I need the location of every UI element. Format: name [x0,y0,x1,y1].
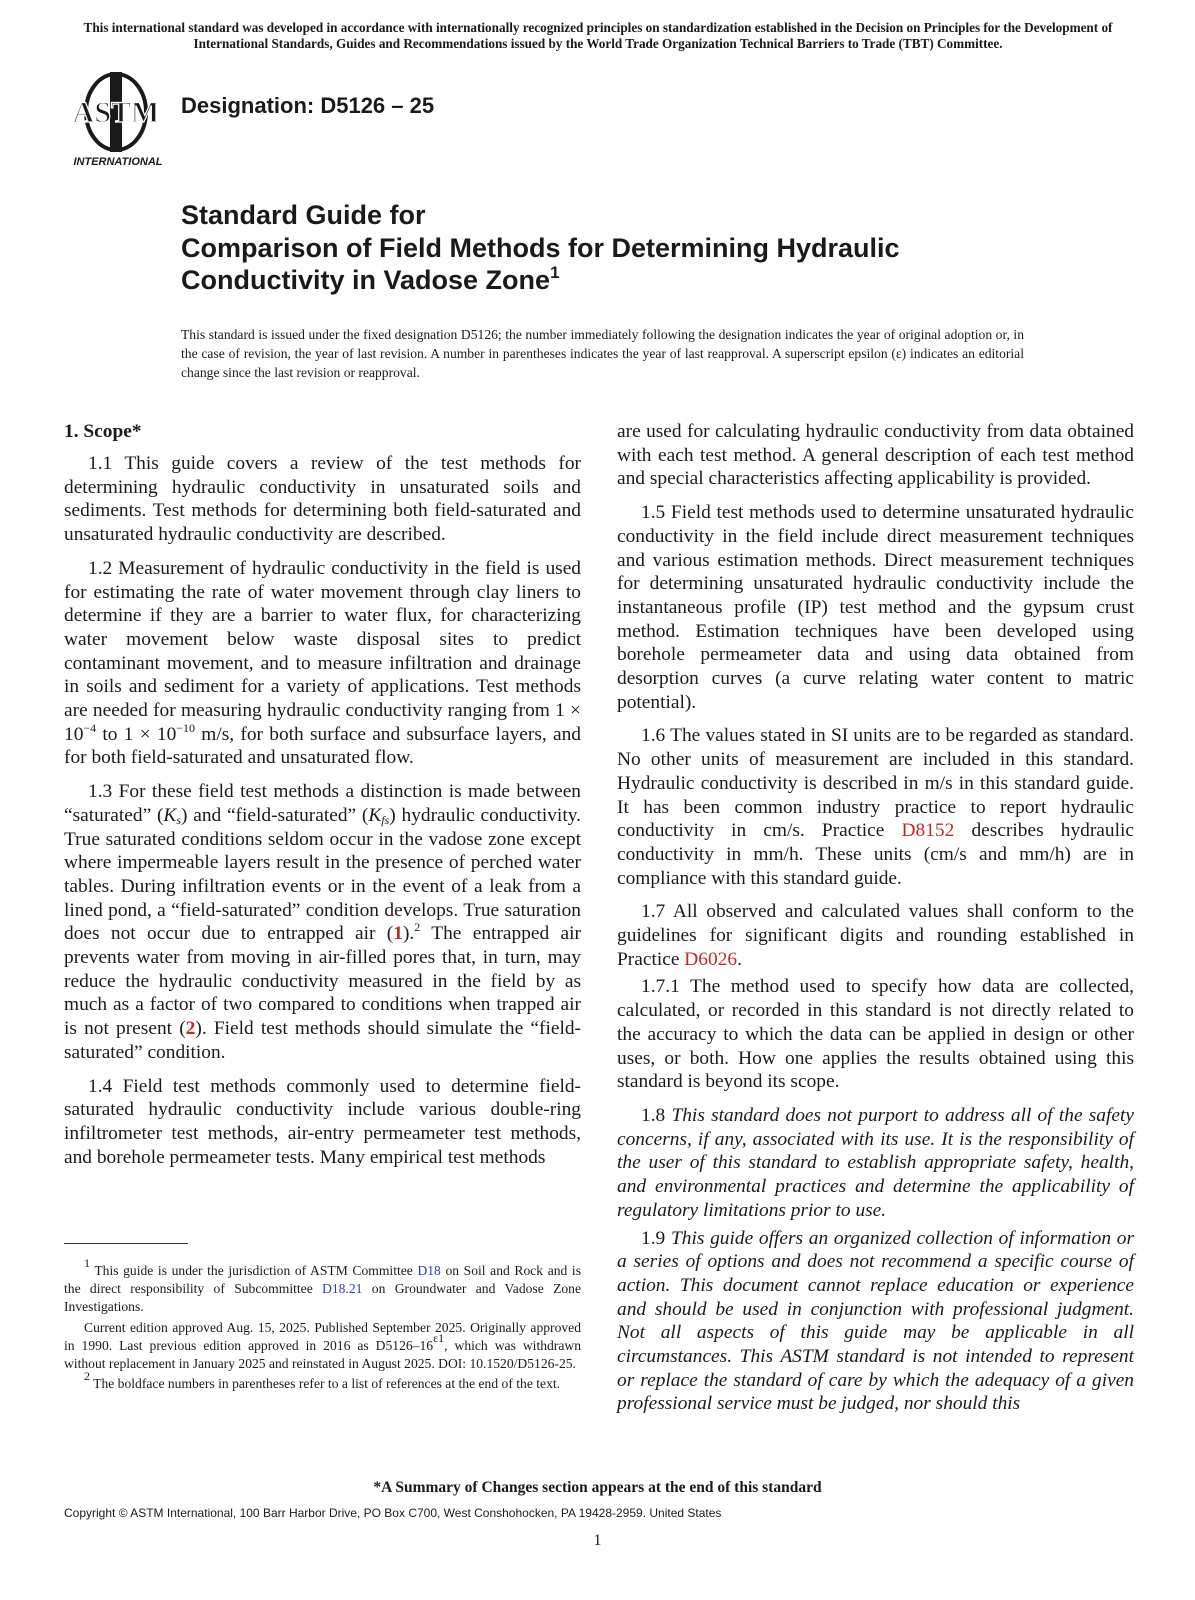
p1-2-text-a: 1.2 Measurement of hydraulic conductivity in the field is used for estimating the rate of water movement through clay liners to determine if they are a barrier to water flux, for characterizing water movement below waste disposal sites to predict contaminant movement, and to measure infiltration and drainage in soils and sediment for a variety of applications. Test methods are needed for measuring hydraulic conductivity ranging from 1 × 10 [64,557,581,745]
p1-7-text-a: 1.7 All observed and calculated values shall conform to the guidelines for significant digits and rounding established in Practice [617,901,1134,970]
k-subscript-s: s [176,812,182,827]
p1-2-text-c: m/s, for both surface and subsurface layers, and for both field-saturated and unsaturated flow. [64,723,581,769]
paragraph-1-7 [617,900,1134,971]
exponent-1: −4 [83,720,97,735]
right-column [617,420,1134,1426]
title-line-2: Comparison of Field Methods for Determining Hydraulic [181,232,900,263]
p1-3-text-c: ) hydraulic conductivity. True saturated conditions seldom occur in the vadose zone except where impermeable layers result in the presence of perched water tables. During infiltration events or in the event of a leak from a lined pond, a “field-saturated” condition develops. True saturation does not occur due to entrapped air ( [64,804,581,945]
paragraph-1-4-continued: are used for calculating hydraulic conductivity from data obtained with each test method. A general description of each test method and special characteristics affecting applicability is provided. [617,421,1134,490]
left-column [64,420,581,1179]
p1-6-text-a: 1.6 The values stated in SI units are to be regarded as standard. No other units of measurement are included in this standard. Hydraulic conductivity is described in m/s in this standard guide. It has been common industry practice to report hydraulic conductivity in cm/s. Practice [617,725,1134,842]
link-d8152[interactable]: D8152 [901,820,955,842]
link-d6026[interactable]: D6026 [684,948,738,970]
edition-text-b: , which was withdrawn without replacement in January 2025 and reinstated in August 2025. DOI: 10.1520/D5126-25. [64,1337,581,1372]
paragraph-1-9 [617,1227,1134,1417]
p1-8-text: This standard does not purport to address all of the safety concerns, if any, associated with its use. It is the responsibility of the user of this standard to establish appropriate safety, health, and environmental practices and determine the applicability of regulatory limitations prior to use. [617,1104,1134,1221]
kfs-symbol: K [368,804,382,826]
p1-3-text-d: ). [402,923,415,945]
issuance-note: This standard is issued under the fixed designation D5126; the number immediately following the designation indicates the year of original adoption or, in the case of revision, the year of last revision. A number in parentheses indicates the year of last reapproval. A superscript epsilon (ε) indicates an editorial change since the last revision or reapproval. [181,327,1024,380]
p1-3-text-e: The entrapped air prevents water from moving in air-filled pores that, in turn, may reduce the hydraulic conductivity measured in the field by as much as a factor of two compared to conditions when trapped air is not present ( [64,923,581,1040]
edition-text-a: Current edition approved Aug. 15, 2025. Published September 2025. Originally approved in 1990. Last previous edition approved in 2016 as D5126–16 [64,1319,581,1353]
astm-logo [66,70,170,170]
paragraph-1-5: 1.5 Field test methods used to determine unsaturated hydraulic conductivity in the field include direct measurement techniques and various estimation methods. Direct measurement techniques for determining unsaturated hydraulic conductivity include the instantaneous profile (IP) test method and the gypsum crust method. Estimation techniques have been developed using borehole permeameter data and using data obtained from desorption curves (a curve relating water content to matric potential). [617,502,1134,713]
paragraph-1-6 [617,724,1134,890]
paragraph-1-2 [64,557,581,770]
paragraph-1-3 [64,780,581,1064]
footnote-divider [64,1243,188,1244]
paragraph-1-1: 1.1 This guide covers a review of the test methods for determining hydraulic conductivity in unsaturated soils and sediments. Test methods for determining both field-saturated and unsaturated hydraulic conductivity are described. [64,453,581,546]
k-subscript-fs: fs [381,812,390,827]
p1-3-text-a: 1.3 For these field test methods a distinction is made between “saturated” ( [64,781,581,826]
fn2-text: The boldface numbers in parentheses refer to a list of references at the end of the text. [90,1376,561,1392]
edition-note [64,1319,581,1374]
footnote-ref-2[interactable]: 2 [414,920,421,935]
p1-3-text-f: ). Field test methods should simulate the “field-saturated” condition. [64,1018,581,1063]
k-symbol: K [163,804,177,826]
reference-link-1[interactable]: 1 [393,923,403,945]
paragraph-1-7-1: 1.7.1 The method used to specify how data are collected, calculated, or recorded in this standard is not directly related to the accuracy to which the data can be applied in design or other uses, or both. How one applies the results obtained using this standard is beyond its scope. [617,976,1134,1093]
section-heading-scope: 1. Scope* [64,421,142,442]
document-title [181,199,1081,297]
svg-text:INTERNATIONAL: INTERNATIONAL [73,156,163,168]
fn1-text-c: on Groundwater and Vadose Zone Investigations. [64,1281,581,1315]
link-d18-21[interactable]: D18.21 [322,1281,363,1297]
footnote-2-number: 2 [84,1369,90,1384]
footnote-1-number: 1 [84,1256,90,1270]
p1-7-text-b: . [737,948,742,970]
paragraph-1-8 [617,1104,1134,1223]
footnote-2 [64,1369,581,1393]
reference-link-2[interactable]: 2 [185,1018,196,1040]
title-line-3 [181,264,1081,297]
wto-notice: This international standard was developed in accordance with internationally recognized principles on standardization established in the Decision on Principles for the Development of International Standards, Guides and Recommendations issued by the World Trade Organization Technical Barriers to Trade (TBT) Committee. [83,20,1113,51]
p1-8-number: 1.8 [641,1104,672,1126]
title-line-1: Standard Guide for [181,200,426,230]
title-line-3-text: Conductivity in Vadose Zone [181,265,551,295]
exponent-2: −10 [176,720,196,735]
p1-6-text-b: describes hydraulic conductivity in mm/h. These units (cm/s and mm/h) are in compliance with this standard guide. [617,820,1134,889]
p1-2-text-b: to 1 × 10 [96,723,177,745]
page-number: 1 [593,1532,602,1549]
epsilon-superscript: ε1 [433,1330,445,1345]
p1-3-text-b: ) and “field-saturated” ( [181,804,369,826]
link-d18[interactable]: D18 [417,1263,441,1278]
summary-of-changes-note: *A Summary of Changes section appears at the end of this standard [373,1479,822,1496]
footnote-1 [64,1256,581,1317]
fn1-text-b: on Soil and Rock and is the direct responsibility of Subcommittee [64,1263,581,1297]
paragraph-1-4: 1.4 Field test methods commonly used to determine field-saturated hydraulic conductivity include various double-ring infiltrometer test methods, air-entry permeameter test methods, and borehole permeameter tests. Many empirical test methods [64,1075,581,1168]
designation: Designation: D5126 – 25 [181,93,435,118]
p1-9-number: 1.9 [641,1227,671,1249]
footnotes [64,1256,581,1395]
title-footnote-ref[interactable]: 1 [550,263,560,282]
p1-9-text: This guide offers an organized collection of information or a series of options and does not recommend a specific course of action. This document cannot replace education or experience and should be used in conjunction with professional judgment. Not all aspects of this guide may be applicable in all circumstances. This ASTM standard is not intended to represent or replace the standard of care by which the adequacy of a given professional service must be judged, nor should this [617,1227,1134,1415]
fn1-text-a: This guide is under the jurisdiction of ASTM Committee [90,1263,418,1278]
copyright: Copyright © ASTM International, 100 Barr Harbor Drive, PO Box C700, West Conshohocken, PA 19428-2959. United States [64,1506,722,1520]
svg-text:ASTM: ASTM [72,96,160,129]
